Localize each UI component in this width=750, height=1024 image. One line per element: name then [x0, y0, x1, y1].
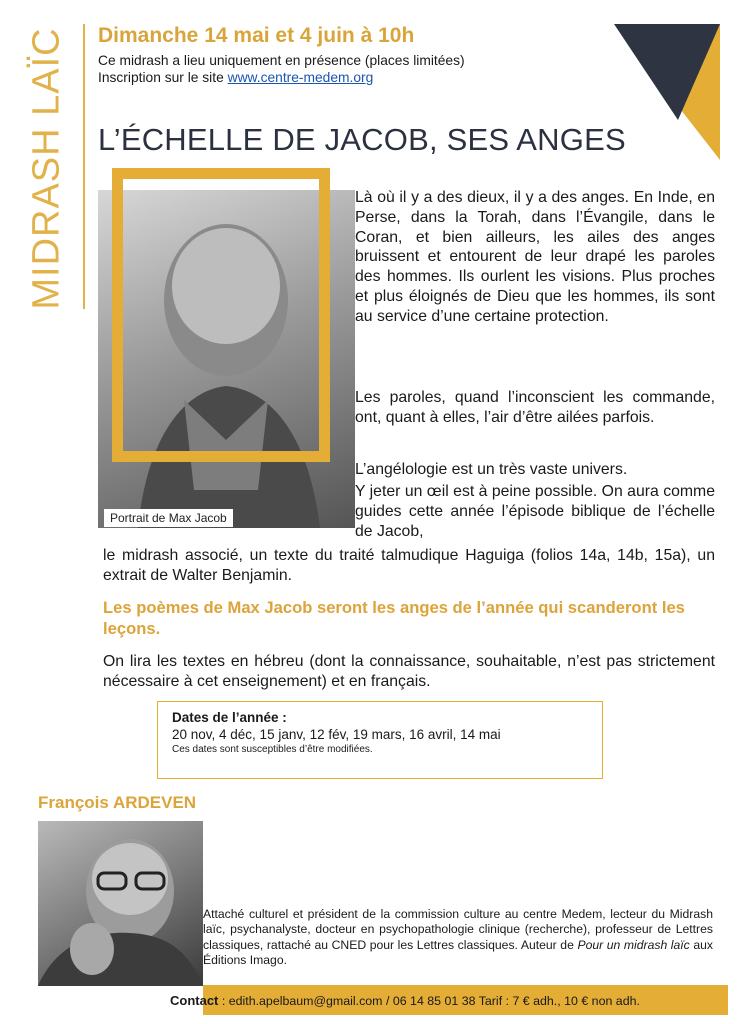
dates-note: Ces dates sont susceptibles d’être modifiées. — [172, 744, 373, 755]
author-name: François ARDEVEN — [38, 793, 197, 812]
presence-note: Ce midrash a lieu uniquement en présence (places limitées) — [98, 53, 465, 68]
signup-prefix: Inscription sur le site — [98, 70, 224, 85]
corner-decoration — [614, 24, 720, 160]
author-silhouette-icon — [38, 821, 203, 986]
signup-line — [98, 69, 373, 86]
paragraph-languages: On lira les textes en hébreu (dont la connaissance, souhaitable, n’est pas strictement nécessaire à cet enseignement) et en français. — [103, 653, 715, 690]
bio-book-title: Pour un midrash laïc — [577, 937, 690, 952]
dates-heading: Dates de l’année : — [172, 710, 287, 725]
contact-label: Contact — [170, 993, 219, 1008]
bio-text-end: aux Éditions Imago. — [203, 937, 713, 968]
paragraph-angelology-line3: le midrash associé, un texte du traité talmudique Haguiga (folios 14a, 14b, 15a), un extrait de Walter Benjamin. — [103, 547, 715, 584]
portrait-block — [98, 168, 355, 528]
dates-box — [157, 701, 603, 779]
paragraph-angelology-line1: L’angélologie est un très vaste univers. — [355, 461, 628, 478]
paragraph-intro: Là où il y a des dieux, il y a des anges. En Inde, en Perse, dans la Torah, dans l’Évangile, dans le Coran, et bien ailleurs, les ailes des anges bruissent et entourent de leur drapé les paroles des hommes. Ils ourlent les visions. Plus proches et plus éloignés de Dieu que les hommes, ils sont au service d’une certaine protection. — [355, 189, 715, 325]
sidebar-title — [26, 28, 68, 308]
contact-details: : edith.apelbaum@gmail.com / 06 14 85 01 38 Tarif : 7 € adh., 10 € non adh. — [221, 994, 640, 1008]
author-photo — [38, 821, 203, 986]
event-date: Dimanche 14 mai et 4 juin à 10h — [98, 24, 415, 47]
contact-line — [170, 993, 640, 1008]
paragraph-words: Les paroles, quand l’inconscient les commande, ont, quant à elles, l’air d’être ailées parfois. — [355, 389, 715, 426]
author-bio — [203, 907, 713, 969]
signup-link[interactable]: www.centre-medem.org — [227, 70, 374, 85]
portrait-caption: Portrait de Max Jacob — [104, 509, 233, 527]
highlight-text: Les poèmes de Max Jacob seront les anges de l’année qui scanderont les leçons. — [103, 598, 685, 638]
paragraph-angelology-line2: Y jeter un œil est à peine possible. On aura comme guides cette année l’épisode biblique de l’échelle de Jacob, — [355, 483, 715, 540]
portrait-frame — [112, 168, 330, 462]
dates-list: 20 nov, 4 déc, 15 janv, 12 fév, 19 mars, 16 avril, 14 mai — [172, 727, 501, 742]
page-title: L’ÉCHELLE DE JACOB, SES ANGES — [98, 122, 626, 157]
sidebar-title-text: MIDRASH LAÏC — [25, 26, 68, 310]
bio-text: Attaché culturel et président de la commission culture au centre Medem, lecteur du Midrash laïc, psychanalyste, docteur en psychopathologie clinique (recherche), professeur de Lettres classiques, rattaché au CNED pour les Lettres classiques. Auteur de — [203, 907, 713, 952]
sidebar-divider — [83, 24, 85, 309]
